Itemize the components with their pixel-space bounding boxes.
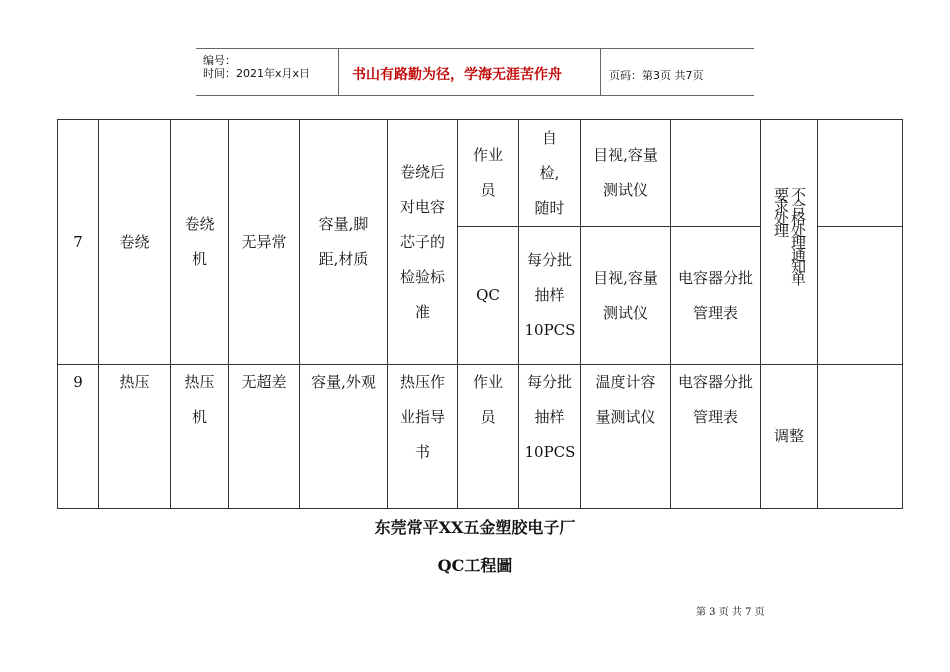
row9-record-text: 电容器分批管理表	[677, 373, 753, 426]
header-top-rule	[196, 48, 754, 49]
document-title: QC工程圖	[437, 556, 513, 575]
row9-standard	[388, 365, 458, 509]
row7b-method-text: 目视,容量测试仪	[593, 268, 658, 322]
page-info: 页码：第3页 共7页	[609, 69, 704, 82]
row7b-inspector: QC	[458, 227, 519, 365]
row7b-remark	[818, 227, 903, 365]
row7-machine-text: 卷绕机	[184, 215, 215, 268]
row7b-frequency-text: 每分批抽样10PCS	[524, 251, 576, 339]
row9-inspector-text: 作业员	[472, 373, 503, 426]
row9-items-text: 容量,外观	[311, 373, 376, 391]
table-row	[58, 365, 903, 509]
row7-standard-text: 卷绕后对电容芯子的检验标准	[399, 162, 445, 321]
row7-standard	[388, 120, 458, 365]
row7a-remark	[818, 120, 903, 227]
row9-machine-text: 热压机	[184, 373, 215, 426]
row7a-inspector-text: 作业员	[472, 146, 503, 199]
row7b-record-text: 电容器分批管理表	[677, 268, 753, 322]
header-divider-right	[600, 48, 601, 96]
header-divider-left	[338, 48, 339, 96]
row9-remark	[818, 365, 903, 509]
row9-inspector	[458, 365, 519, 509]
row9-defect: 无超差	[229, 365, 300, 509]
row7a-record	[671, 120, 761, 227]
row7-machine	[171, 120, 229, 365]
row7a-frequency	[519, 120, 581, 227]
motto-text: 书山有路勤为径，学海无涯苦作舟	[352, 67, 562, 83]
date-label: 时间：2021年x月x日	[203, 67, 311, 80]
row7a-inspector	[458, 120, 519, 227]
row7-defect: 无异常	[229, 120, 300, 365]
row9-record	[671, 365, 761, 509]
row9-machine	[171, 365, 229, 509]
document-header	[196, 48, 754, 96]
number-label: 编号：	[203, 54, 236, 67]
row9-items	[300, 365, 388, 509]
row9-no: 9	[58, 365, 99, 509]
row9-handling: 调整	[761, 365, 818, 509]
row9-method	[581, 365, 671, 509]
row7a-method-text: 目视,容量测试仪	[593, 146, 658, 199]
page-number: 第 3 页 共 7 页	[696, 607, 765, 618]
header-bottom-rule	[196, 95, 754, 96]
row9-method-text: 温度计容量测试仪	[595, 373, 656, 426]
row7-no: 7	[58, 120, 99, 365]
row7-items	[300, 120, 388, 365]
row7b-record	[671, 227, 761, 365]
company-title: 东莞常平XX五金塑胶电子厂	[374, 518, 576, 537]
row7b-frequency	[519, 227, 581, 365]
table-row	[58, 120, 903, 227]
row7-items-text: 容量,脚距,材质	[318, 215, 369, 268]
row7-handling	[761, 120, 818, 365]
row7b-method	[581, 227, 671, 365]
row7-process: 卷绕	[99, 120, 171, 365]
row7a-method	[581, 120, 671, 227]
row9-frequency-text: 每分批抽样10PCS	[524, 373, 576, 461]
row9-frequency	[519, 365, 581, 509]
qc-process-table	[57, 119, 903, 509]
row7a-frequency-text: 自检,随时	[534, 128, 565, 217]
row9-standard-text: 热压作业指导书	[399, 373, 445, 461]
row9-process: 热压	[99, 365, 171, 509]
row7-handling-text: 不合格处理通知单要求处理	[772, 186, 807, 283]
